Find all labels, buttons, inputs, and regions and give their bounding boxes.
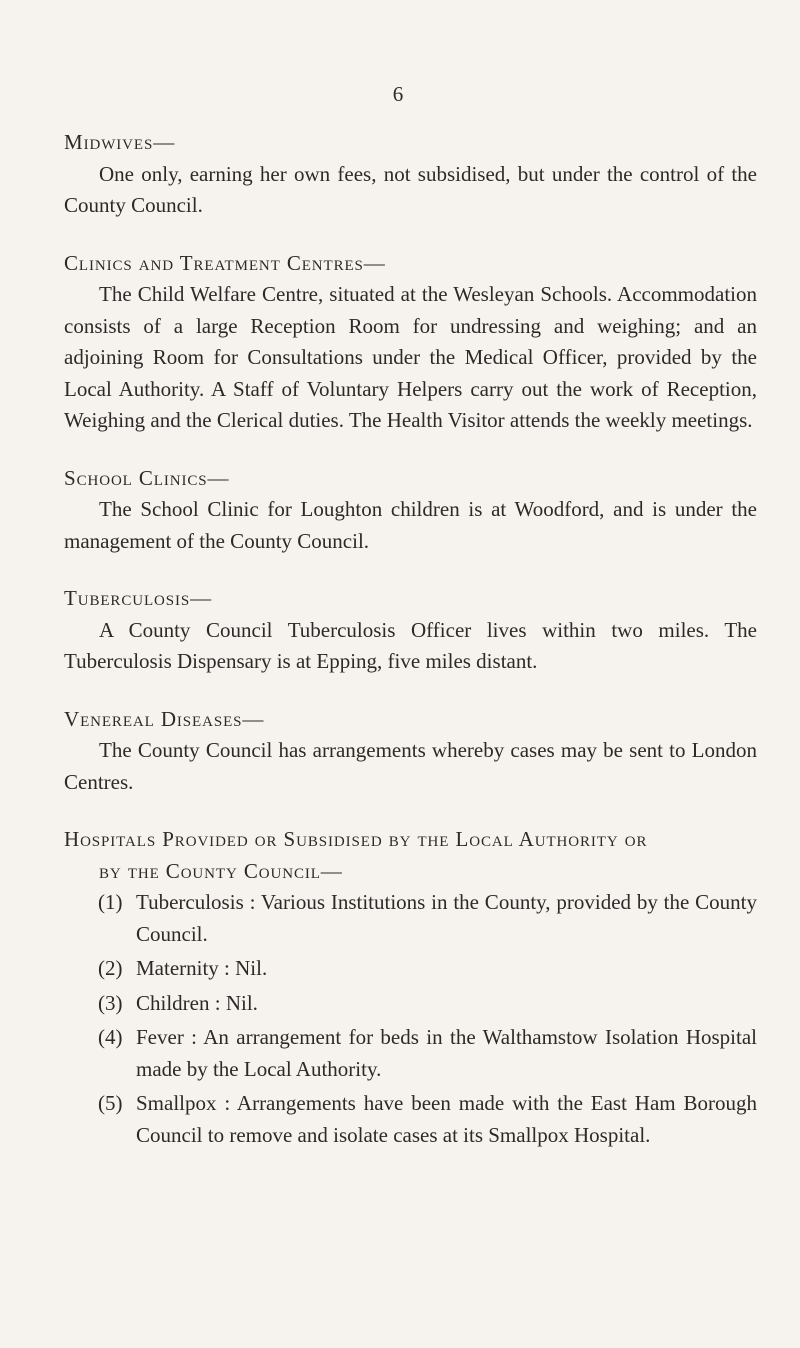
- list-item: [64, 887, 757, 950]
- list-item-text: Maternity : Nil.: [136, 956, 268, 980]
- list-item: [64, 988, 757, 1020]
- list-item: [64, 1022, 757, 1085]
- list-item-number: (3): [98, 990, 123, 1015]
- section-venereal-diseases: [64, 704, 757, 799]
- section-clinics: [64, 248, 757, 437]
- section-body: The County Council has arrangements whereby cases may be sent to London Centres.: [64, 738, 757, 794]
- page-content: [64, 127, 757, 1177]
- list-item-text: Smallpox : Arrangements have been made with the East Ham Borough Council to remove and isolate cases at its Smallpox Hospital.: [136, 1091, 757, 1147]
- section-heading: Midwives—: [64, 130, 176, 154]
- section-school-clinics: [64, 463, 757, 558]
- section-heading: School Clinics—: [64, 465, 230, 490]
- list-item-text: Children : Nil.: [136, 990, 258, 1015]
- list-item-number: (2): [98, 956, 123, 980]
- section-body: The School Clinic for Loughton children is at Woodford, and is under the management of the County Council.: [64, 497, 757, 553]
- section-body: One only, earning her own fees, not subsidised, but under the control of the County Council.: [64, 161, 757, 217]
- section-midwives: [64, 127, 757, 222]
- list-item-text: Fever : An arrangement for beds in the Walthamstow Isolation Hospital made by the Local Authority.: [136, 1025, 757, 1081]
- section-heading: Tuberculosis—: [64, 586, 213, 610]
- list-item-text: Tuberculosis : Various Institutions in the County, provided by the County Council.: [136, 890, 757, 946]
- list-item: [64, 953, 757, 985]
- section-body: A County Council Tuberculosis Officer lives within two miles. The Tuberculosis Dispensary is at Epping, five miles distant.: [64, 617, 757, 673]
- section-heading-continued: by the County Council—: [99, 858, 343, 883]
- section-hospitals: [64, 824, 757, 1151]
- section-heading: Hospitals Provided or Subsidised by the Local Authority or: [64, 827, 648, 851]
- list-item-number: (5): [98, 1091, 123, 1115]
- page-number: 6: [392, 82, 404, 106]
- hospital-list: [64, 887, 757, 1151]
- list-item-number: (1): [98, 890, 123, 914]
- section-heading: Clinics and Treatment Centres—: [64, 250, 386, 275]
- list-item: [64, 1088, 757, 1151]
- section-tuberculosis: [64, 583, 757, 678]
- list-item-number: (4): [98, 1025, 123, 1049]
- section-body: The Child Welfare Centre, situated at the Wesleyan Schools. Accommodation consists of a large Reception Room for undressing and weighing; and an adjoining Room for Consultations under the Medical Officer, provided by the Local Authority. A Staff of Voluntary Helpers carry out the work of Reception, Weighing and the Clerical duties. The Health Visitor attends the weekly meetings.: [64, 282, 757, 432]
- section-heading: Venereal Diseases—: [64, 706, 265, 731]
